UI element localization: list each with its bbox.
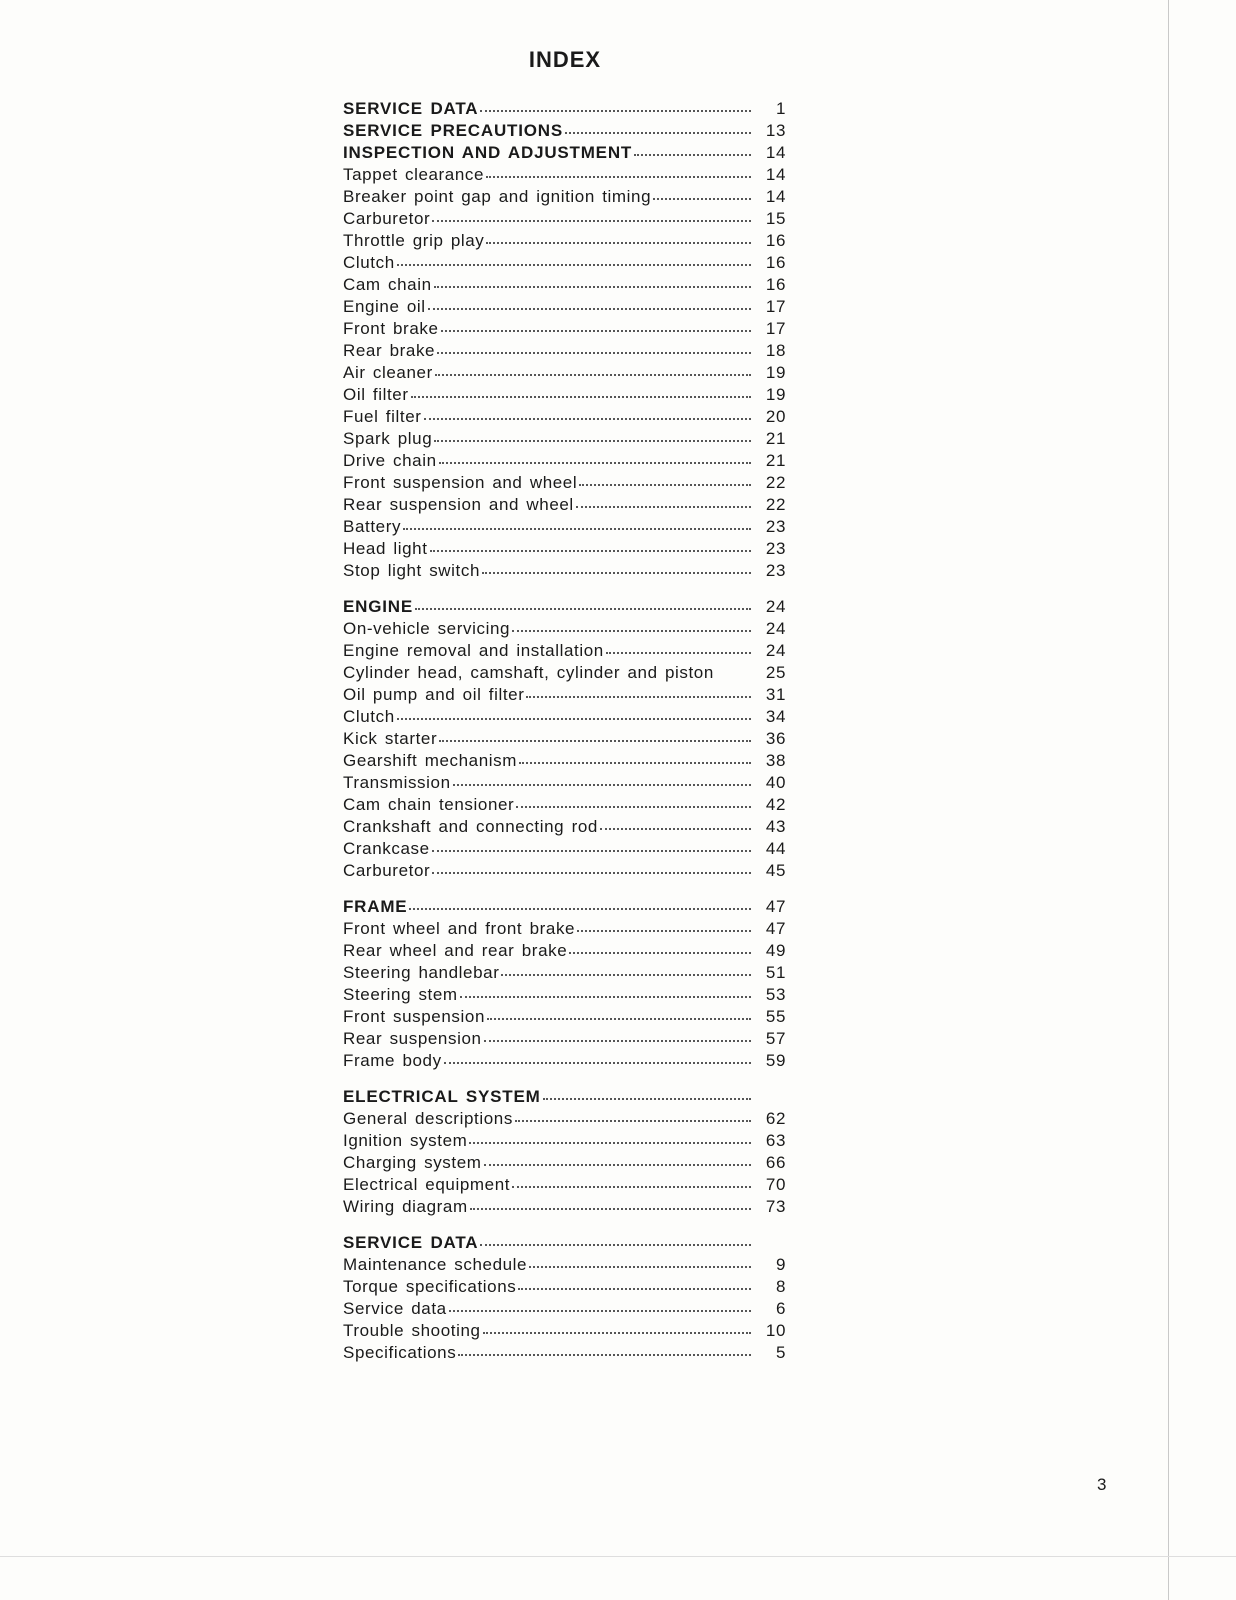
dot-leader (444, 1062, 751, 1064)
index-entry-row (343, 164, 786, 186)
dot-leader (441, 330, 751, 332)
index-entry-page: 21 (765, 451, 786, 470)
index-entry-row (343, 1130, 786, 1152)
index-entry-row (343, 662, 786, 684)
dot-leader (415, 608, 751, 610)
index-entry-page: 70 (765, 1175, 786, 1194)
index-entry-page: 16 (765, 231, 786, 250)
index-entry-row (343, 706, 786, 728)
index-entry-row (343, 1050, 786, 1072)
index-entry-label: Breaker point gap and ignition timing (343, 187, 652, 206)
index-entry-label: Drive chain (343, 451, 437, 470)
index-entry-row (343, 186, 786, 208)
page-edge-bottom (0, 1556, 1236, 1557)
section-heading-row (343, 1086, 786, 1108)
section-heading-row (343, 120, 786, 142)
index-entry-label: Specifications (343, 1343, 457, 1362)
index-entry-page: 34 (765, 707, 786, 726)
index-entry-row (343, 750, 786, 772)
index-entry-page: 9 (775, 1255, 786, 1274)
dot-leader (579, 484, 751, 486)
index-entry-page: 49 (765, 941, 786, 960)
index-entry-page: 20 (765, 407, 786, 426)
dot-leader (484, 1040, 751, 1042)
index-entry-row (343, 984, 786, 1006)
dot-leader (403, 528, 751, 530)
dot-leader (482, 572, 751, 574)
index-entry-row (343, 494, 786, 516)
index-entry-page: 5 (775, 1343, 786, 1362)
index-entry-row (343, 428, 786, 450)
index-entry-label: Engine oil (343, 297, 426, 316)
index-entry-label: General descriptions (343, 1109, 513, 1128)
index-entry-label: Charging system (343, 1153, 482, 1172)
dot-leader (480, 1244, 751, 1246)
dot-leader (453, 784, 751, 786)
index-entry-row (343, 1006, 786, 1028)
dot-leader (576, 506, 751, 508)
page-title: INDEX (528, 46, 602, 72)
index-entry-label: Battery (343, 517, 402, 536)
section-heading-label: SERVICE DATA (343, 1233, 479, 1252)
index-entry-label: Front suspension and wheel (343, 473, 578, 492)
dot-leader (483, 1332, 751, 1334)
index-entry-row (343, 860, 786, 882)
index-entry-row (343, 318, 786, 340)
dot-leader (432, 850, 751, 852)
index-entry-page: 43 (765, 817, 786, 836)
dot-leader (519, 762, 751, 764)
index-entry-page: 38 (765, 751, 786, 770)
index-entry-row (343, 208, 786, 230)
dot-leader (529, 1266, 751, 1268)
index-entry-page: 1 (775, 99, 786, 118)
dot-leader (437, 352, 751, 354)
index-entry-row (343, 940, 786, 962)
page-edge-right (1168, 0, 1169, 1600)
index-entry-row (343, 838, 786, 860)
index-entry-page: 25 (765, 663, 786, 682)
dot-leader (634, 154, 751, 156)
index-entry-label: Gearshift mechanism (343, 751, 518, 770)
index-entry-label: Steering stem (343, 985, 458, 1004)
section-heading-label: SERVICE DATA (343, 99, 479, 118)
dot-leader (526, 696, 751, 698)
index-entry-page: 14 (765, 187, 786, 206)
index-entry-page: 8 (775, 1277, 786, 1296)
index-entry-row (343, 1152, 786, 1174)
index-entry-label: Cam chain tensioner (343, 795, 515, 814)
index-entry-page: 19 (765, 363, 786, 382)
dot-leader (501, 974, 751, 976)
index-entry-label: Electrical equipment (343, 1175, 511, 1194)
index-entry-row (343, 538, 786, 560)
dot-leader (487, 1018, 751, 1020)
index-entry-row (343, 1254, 786, 1276)
index-entry-label: Rear brake (343, 341, 436, 360)
index-entry-label: Steering handlebar (343, 963, 500, 982)
dot-leader (486, 242, 751, 244)
index-entry-label: Fuel filter (343, 407, 422, 426)
index-entry-page: 22 (765, 495, 786, 514)
index-entry-page: 23 (765, 561, 786, 580)
page-number: 3 (1097, 1475, 1107, 1494)
index-entry-page: 14 (765, 165, 786, 184)
index-entry-row (343, 640, 786, 662)
dot-leader (432, 220, 751, 222)
section-heading-label: INSPECTION AND ADJUSTMENT (343, 143, 633, 162)
dot-leader (469, 1142, 751, 1144)
index-entry-row (343, 1108, 786, 1130)
dot-leader (435, 374, 751, 376)
index-entry-page: 17 (765, 319, 786, 338)
section-heading-row (343, 142, 786, 164)
index-entry-label: Rear suspension and wheel (343, 495, 574, 514)
index-entry-page: 6 (775, 1299, 786, 1318)
index-entry-page: 23 (765, 539, 786, 558)
dot-leader (434, 286, 751, 288)
index-entry-page: 62 (765, 1109, 786, 1128)
index-entry-label: Rear wheel and rear brake (343, 941, 568, 960)
index-entry-label: Cam chain (343, 275, 432, 294)
index-entry-page: 59 (765, 1051, 786, 1070)
index-entry-page: 51 (765, 963, 786, 982)
index-entry-label: Head light (343, 539, 428, 558)
index-entry-page: 15 (765, 209, 786, 228)
index-entry-label: Trouble shooting (343, 1321, 481, 1340)
dot-leader (515, 1120, 751, 1122)
index-entry-page: 10 (765, 1321, 786, 1340)
dot-leader (434, 440, 751, 442)
dot-leader (432, 872, 751, 874)
index-entry-label: Frame body (343, 1051, 442, 1070)
index-entry-page: 42 (765, 795, 786, 814)
index-entry-row (343, 560, 786, 582)
section-heading-row (343, 98, 786, 120)
index-entry-row (343, 516, 786, 538)
index-entry-page: 24 (765, 641, 786, 660)
index-entry-row (343, 772, 786, 794)
index-entry-row (343, 274, 786, 296)
dot-leader (449, 1310, 751, 1312)
index-entry-label: Air cleaner (343, 363, 433, 382)
dot-leader (653, 198, 751, 200)
index-entry-page: 53 (765, 985, 786, 1004)
index-entry-label: Throttle grip play (343, 231, 485, 250)
index-entry-label: Crankcase (343, 839, 430, 858)
index-entry-page: 40 (765, 773, 786, 792)
index-entry-label: Clutch (343, 253, 395, 272)
index-entry-label: Tappet clearance (343, 165, 485, 184)
index-entry-row (343, 362, 786, 384)
index-entry-row (343, 1276, 786, 1298)
index-entry-label: Carburetor (343, 209, 431, 228)
index-entry-label: Ignition system (343, 1131, 468, 1150)
index-entry-row (343, 252, 786, 274)
index-entry-label: Service data (343, 1299, 447, 1318)
dot-leader (516, 806, 751, 808)
index-entry-label: Wiring diagram (343, 1197, 468, 1216)
dot-leader (397, 718, 751, 720)
dot-leader (480, 110, 751, 112)
section-heading-label: SERVICE PRECAUTIONS (343, 121, 563, 140)
index-entry-page: 24 (765, 597, 786, 616)
index-entry-label: Stop light switch (343, 561, 481, 580)
index-entry-row (343, 384, 786, 406)
index-entry-label: Carburetor (343, 861, 431, 880)
index-entry-row (343, 684, 786, 706)
index-entry-page: 24 (765, 619, 786, 638)
index-entry-row (343, 1342, 786, 1364)
index-entry-page: 13 (765, 121, 786, 140)
index-entry-label: Front suspension (343, 1007, 486, 1026)
index-entry-page: 73 (765, 1197, 786, 1216)
dot-leader (518, 1288, 751, 1290)
dot-leader (458, 1354, 751, 1356)
index-entry-page: 16 (765, 253, 786, 272)
index-entry-page: 19 (765, 385, 786, 404)
index-entry-page: 36 (765, 729, 786, 748)
dot-leader (428, 308, 751, 310)
index-entry-page: 31 (765, 685, 786, 704)
index-entry-label: Clutch (343, 707, 395, 726)
index-entry-row (343, 618, 786, 640)
index-entry-row (343, 406, 786, 428)
index-entry-page: 23 (765, 517, 786, 536)
dot-leader (411, 396, 751, 398)
dot-leader (470, 1208, 751, 1210)
index-entry-label: Oil filter (343, 385, 409, 404)
dot-leader (543, 1098, 751, 1100)
dot-leader (512, 1186, 751, 1188)
index-entry-page: 66 (765, 1153, 786, 1172)
dot-leader (600, 828, 751, 830)
index-entry-row (343, 962, 786, 984)
dot-leader (397, 264, 751, 266)
index-entry-label: Spark plug (343, 429, 433, 448)
section-heading-label: ELECTRICAL SYSTEM (343, 1087, 541, 1106)
index-entry-row (343, 1320, 786, 1342)
dot-leader (565, 132, 751, 134)
index-entry-row (343, 1298, 786, 1320)
index-entry-page: 47 (765, 897, 786, 916)
index-entry-row (343, 1028, 786, 1050)
index-entry-row (343, 816, 786, 838)
table-of-contents (343, 98, 786, 1364)
index-entry-page: 47 (765, 919, 786, 938)
index-entry-row (343, 728, 786, 750)
index-entry-label: On-vehicle servicing (343, 619, 511, 638)
index-entry-page: 45 (765, 861, 786, 880)
index-entry-page: 17 (765, 297, 786, 316)
dot-leader (439, 740, 751, 742)
index-entry-label: Maintenance schedule (343, 1255, 528, 1274)
dot-leader (486, 176, 751, 178)
index-entry-page: 18 (765, 341, 786, 360)
dot-leader (484, 1164, 751, 1166)
index-entry-row (343, 230, 786, 252)
section-heading-label: FRAME (343, 897, 408, 916)
index-entry-label: Kick starter (343, 729, 438, 748)
index-entry-page: 22 (765, 473, 786, 492)
index-entry-row (343, 296, 786, 318)
dot-leader (606, 652, 751, 654)
index-entry-row (343, 340, 786, 362)
dot-leader (460, 996, 751, 998)
index-entry-row (343, 450, 786, 472)
index-entry-label: Oil pump and oil filter (343, 685, 525, 704)
index-entry-label: Front brake (343, 319, 439, 338)
dot-leader (424, 418, 751, 420)
index-entry-page: 16 (765, 275, 786, 294)
section-heading-row (343, 1232, 786, 1254)
index-entry-row (343, 918, 786, 940)
dot-leader (409, 908, 751, 910)
index-entry-page: 55 (765, 1007, 786, 1026)
index-entry-label: Crankshaft and connecting rod (343, 817, 598, 836)
index-entry-label: Torque specifications (343, 1277, 517, 1296)
dot-leader (439, 462, 751, 464)
index-entry-page: 14 (765, 143, 786, 162)
index-entry-label: Rear suspension (343, 1029, 482, 1048)
dot-leader (512, 630, 751, 632)
index-entry-page: 21 (765, 429, 786, 448)
dot-leader (430, 550, 751, 552)
dot-leader (577, 930, 751, 932)
index-entry-label: Transmission (343, 773, 451, 792)
index-entry-label: Engine removal and installation (343, 641, 604, 660)
index-entry-row (343, 1196, 786, 1218)
section-heading-label: ENGINE (343, 597, 413, 616)
section-heading-row (343, 896, 786, 918)
index-entry-page: 57 (765, 1029, 786, 1048)
dot-leader (569, 952, 751, 954)
index-entry-label: Front wheel and front brake (343, 919, 576, 938)
index-entry-page: 44 (765, 839, 786, 858)
section-heading-row (343, 596, 786, 618)
index-entry-row (343, 1174, 786, 1196)
index-entry-page: 63 (765, 1131, 786, 1150)
index-entry-label: Cylinder head, camshaft, cylinder and piston (343, 663, 714, 682)
index-entry-row (343, 794, 786, 816)
index-entry-row (343, 472, 786, 494)
